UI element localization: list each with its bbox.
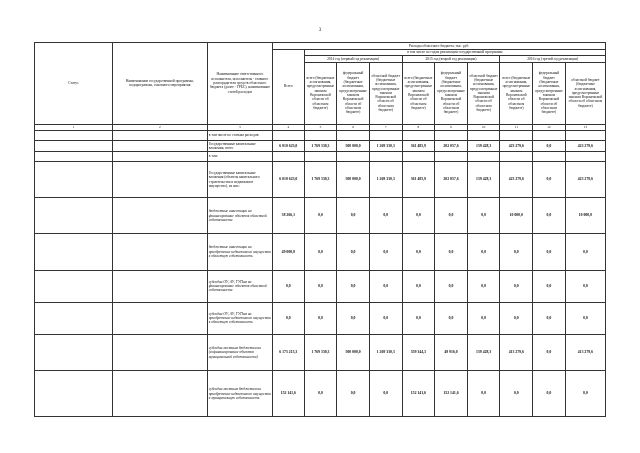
value-cell: 202 057,6 [435,161,468,197]
status-cell [35,198,113,234]
value-cell: 6 010 623,0 [273,140,305,151]
value-cell: 49 000,0 [273,234,305,270]
column-number: 13 [565,124,605,130]
table-row [35,302,606,334]
value-cell: 0,0 [500,270,533,302]
value-cell: 1 269 330,3 [369,161,402,197]
program-cell [112,334,207,370]
column-number: 6 [337,124,370,130]
program-cell [112,140,207,151]
table-row [35,198,606,234]
value-cell: 0,0 [533,302,566,334]
program-cell [112,371,207,417]
value-cell [533,130,566,140]
row-label: Государственные капитальные вложения (объекты капитального строительства и недвижимое имущество), из них: [207,161,272,197]
value-cell: 0,0 [435,270,468,302]
value-cell [435,130,468,140]
value-cell: 0,0 [304,270,337,302]
value-cell: 0,0 [533,371,566,417]
value-cell: 0,0 [533,161,566,197]
value-cell [369,151,402,161]
header-y3-regional: областной бюджет (бюджетные ассигнования, предусмотренные законом Воронежской области об областном бюджете) [565,62,605,124]
value-cell: 0,0 [337,270,370,302]
value-cell: 152 141,6 [435,371,468,417]
status-cell [35,302,113,334]
value-cell: 0,0 [565,270,605,302]
value-cell: 0,0 [402,270,435,302]
column-number: 4 [273,124,305,130]
column-number: 8 [402,124,435,130]
header-y3-federal: федеральный бюджет (бюджетные ассигнования, предусмотренные законом Воронежской области об областном бюджете) [533,62,566,124]
value-cell: 0,0 [304,198,337,234]
value-cell [402,151,435,161]
program-cell [112,161,207,197]
status-cell [35,151,113,161]
expenses-table [34,42,606,417]
value-cell: 0,0 [435,302,468,334]
value-cell: 202 057,6 [435,140,468,151]
table-row [35,270,606,302]
table-row [35,130,606,140]
value-cell: 0,0 [467,234,500,270]
value-cell: 423 279,6 [565,140,605,151]
header-y1-federal: федеральный бюджет (бюджетные ассигнования, предусмотренные законом Воронежской области об областном бюджете) [337,62,370,124]
value-cell: 0,0 [369,371,402,417]
header-year-3: 2016 год (третий год реализации) [500,56,606,63]
status-cell [35,161,113,197]
column-number: 9 [435,124,468,130]
column-number: 1 [35,124,113,130]
value-cell: 49 916,0 [435,334,468,370]
value-cell [402,130,435,140]
value-cell: 423 279,6 [565,161,605,197]
status-cell [35,234,113,270]
value-cell: 500 000,0 [337,140,370,151]
value-cell: 0,0 [565,302,605,334]
value-cell: 0,0 [337,198,370,234]
column-number: 11 [500,124,533,130]
value-cell: 413 279,6 [500,334,533,370]
value-cell: 159 428,3 [467,334,500,370]
value-cell [273,130,305,140]
value-cell [533,151,566,161]
table-row [35,161,606,197]
value-cell [369,130,402,140]
status-cell [35,371,113,417]
header-expenses-title: Расходы областного бюджета, тыс. руб. [273,43,606,50]
value-cell: 0,0 [500,302,533,334]
value-cell: 0,0 [565,371,605,417]
row-label: бюджетные инвестиции на финансирование объектов областной собственности [207,198,272,234]
value-cell: 0,0 [533,140,566,151]
value-cell: 0,0 [369,270,402,302]
header-program-name: Наименование государственной программы, подпрограммы, основного мероприятия [112,43,207,125]
header-y2-own: всего (бюджетные ассигнования, предусмотренные законом Воронежской области об областном бюджете) [402,62,435,124]
value-cell: 1 269 330,3 [369,334,402,370]
header-total: Всего [273,49,305,124]
row-label: субсидии ОУ, АУ, ГУПам на приобретение недвижимого имущества в областную собственность [207,302,272,334]
value-cell: 0,0 [467,302,500,334]
value-cell [337,130,370,140]
value-cell: 6 175 215,3 [273,334,305,370]
value-cell: 0,0 [435,234,468,270]
row-label: субсидии местным бюджетам на приобретение недвижимого имущества в муниципальную собственность [207,371,272,417]
value-cell: 361 485,9 [402,161,435,197]
header-y3-own: всего (бюджетные ассигнования, предусмотренные законом Воронежской области об областном бюджете) [500,62,533,124]
value-cell: 0,0 [500,371,533,417]
value-cell: 0,0 [467,371,500,417]
program-cell [112,130,207,140]
value-cell: 10 000,0 [565,198,605,234]
value-cell: 359 344,3 [402,334,435,370]
value-cell: 0,0 [533,198,566,234]
program-cell [112,270,207,302]
value-cell: 1 769 330,3 [304,140,337,151]
header-year-2: 2015 год (второй год реализации) [402,56,500,63]
header-y1-regional: областной бюджет (бюджетные ассигнования, предусмотренные законом Воронежской области об областном бюджете) [369,62,402,124]
value-cell: 500 000,0 [337,161,370,197]
value-cell: 1 769 330,3 [304,334,337,370]
value-cell: 0,0 [402,234,435,270]
status-cell [35,130,113,140]
value-cell: 1 269 330,3 [369,140,402,151]
status-cell [35,334,113,370]
value-cell: 0,0 [337,234,370,270]
table-row [35,234,606,270]
value-cell: 423 279,6 [500,161,533,197]
value-cell: 0,0 [533,270,566,302]
value-cell: 152 141,6 [402,371,435,417]
value-cell: 0,0 [369,234,402,270]
page-number: 3 [318,28,322,33]
value-cell [500,130,533,140]
column-number: 7 [369,124,402,130]
value-cell [304,151,337,161]
column-number: 3 [207,124,272,130]
value-cell [304,130,337,140]
value-cell: 38 266,1 [273,198,305,234]
value-cell: 0,0 [273,270,305,302]
row-label: субсидии местным бюджетам на (софинансирование объектов муниципальной собственности) [207,334,272,370]
header-executor: Наименование ответственного исполнителя, исполнителя - главного распорядителя средств областного бюджета (далее - ГРБС), наименование статей расходов [207,43,272,125]
row-label: субсидии ОУ, АУ, ГУПам на финансирование объектов областной собственности [207,270,272,302]
header-y2-federal: федеральный бюджет (бюджетные ассигнования, предусмотренные законом Воронежской области об областном бюджете) [435,62,468,124]
value-cell: 159 428,3 [467,161,500,197]
header-status: Статус [35,43,113,125]
program-cell [112,302,207,334]
value-cell [565,151,605,161]
value-cell: 0,0 [467,270,500,302]
status-cell [35,140,113,151]
value-cell: 0,0 [565,234,605,270]
table-row [35,140,606,151]
table-row [35,151,606,161]
value-cell [273,151,305,161]
value-cell: 0,0 [402,302,435,334]
program-cell [112,234,207,270]
column-number: 10 [467,124,500,130]
value-cell [500,151,533,161]
value-cell: 159 428,3 [467,140,500,151]
value-cell: 0,0 [369,198,402,234]
value-cell: 0,0 [435,198,468,234]
column-number: 2 [112,124,207,130]
row-label: в том: [207,151,272,161]
value-cell: 413 279,6 [565,334,605,370]
row-label: бюджетные инвестиции на приобретение недвижимого имущества в областную собственность [207,234,272,270]
value-cell [435,151,468,161]
value-cell: 6 010 623,0 [273,161,305,197]
value-cell: 152 141,6 [273,371,305,417]
value-cell: 0,0 [337,302,370,334]
value-cell [467,130,500,140]
status-cell [35,270,113,302]
table-row [35,371,606,417]
value-cell: 10 000,0 [500,198,533,234]
row-label: Государственные капитальные вложения, всего [207,140,272,151]
value-cell: 0,0 [273,302,305,334]
value-cell: 0,0 [533,334,566,370]
value-cell: 423 279,6 [500,140,533,151]
value-cell: 0,0 [337,371,370,417]
program-cell [112,151,207,161]
value-cell: 1 769 330,3 [304,161,337,197]
value-cell: 0,0 [533,234,566,270]
value-cell: 0,0 [304,234,337,270]
program-cell [112,198,207,234]
row-label: в том числе по статьям расходов: [207,130,272,140]
header-year-1: 2014 год (первый год реализации) [304,56,402,63]
table-row [35,334,606,370]
value-cell: 0,0 [304,302,337,334]
header-implementation-years: в том числе по годам реализации государственной программы [304,49,605,56]
header-y1-own: всего (бюджетные ассигнования, предусмотренные законом Воронежской области об областном бюджете) [304,62,337,124]
value-cell: 0,0 [304,371,337,417]
table-body [35,130,606,417]
value-cell: 361 485,9 [402,140,435,151]
value-cell: 0,0 [500,234,533,270]
value-cell: 500 000,0 [337,334,370,370]
value-cell [565,130,605,140]
header-y2-regional: областной бюджет (бюджетные ассигнования, предусмотренные законом Воронежской области об областном бюджете) [467,62,500,124]
value-cell [337,151,370,161]
column-number: 12 [533,124,566,130]
value-cell: 0,0 [467,198,500,234]
value-cell: 0,0 [369,302,402,334]
value-cell: 0,0 [402,198,435,234]
value-cell [467,151,500,161]
column-number: 5 [304,124,337,130]
